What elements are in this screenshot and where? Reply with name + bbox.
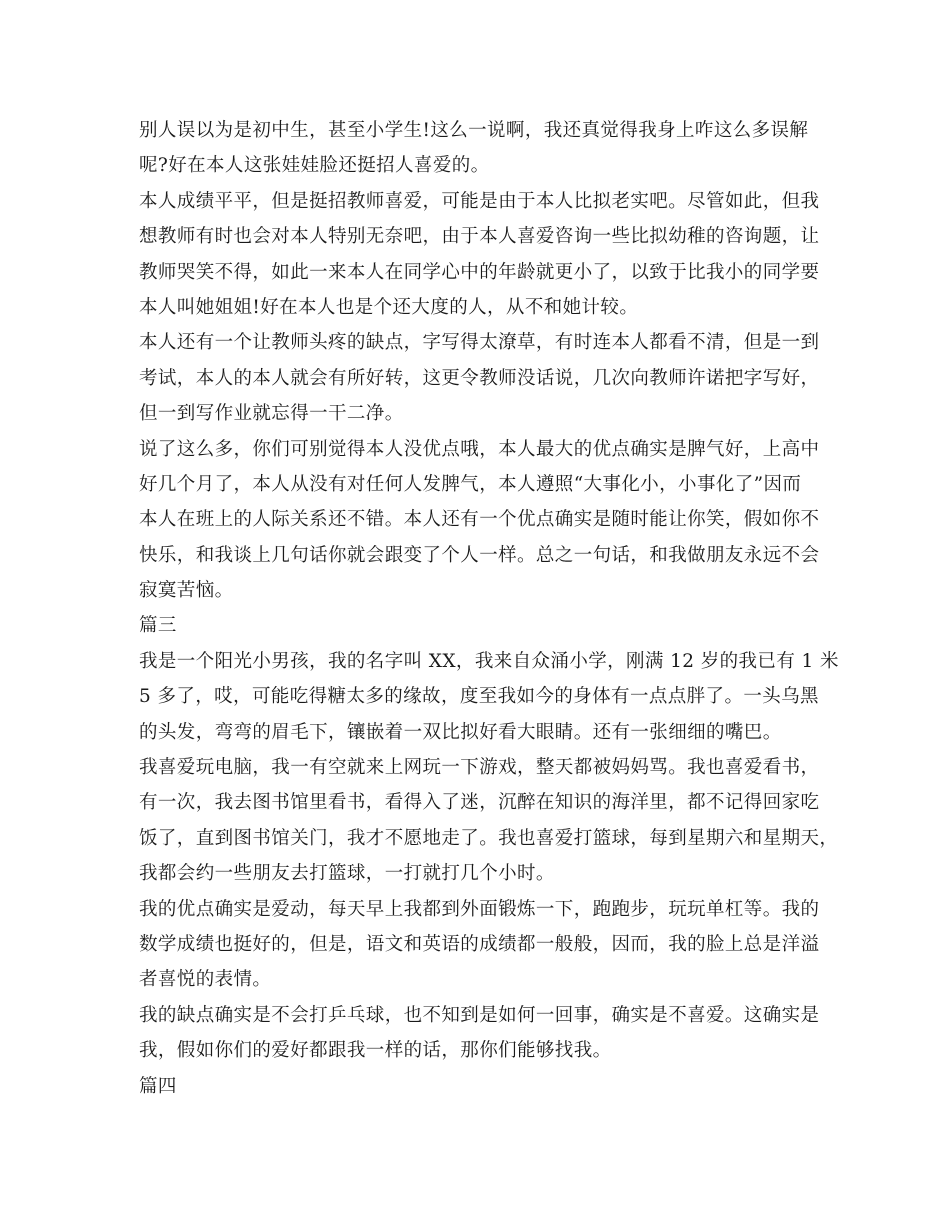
text-line: 饭了，直到图书馆关门，我才不愿地走了。我也喜爱打篮球，每到星期六和星期天， bbox=[139, 827, 839, 849]
section-heading: 篇三 bbox=[139, 615, 177, 637]
text-line: 者喜悦的表情。 bbox=[139, 969, 272, 991]
text-line: 我都会约一些朋友去打篮球，一打就打几个小时。 bbox=[139, 863, 555, 885]
text-line: 我的缺点确实是不会打乒乓球，也不知到是如何一回事，确实是不喜爱。这确实是 bbox=[139, 1004, 820, 1026]
text-line: 说了这么多，你们可别觉得本人没优点哦，本人最大的优点确实是脾气好，上高中 bbox=[139, 438, 820, 460]
text-line: 我的优点确实是爱动，每天早上我都到外面锻炼一下，跑跑步，玩玩单杠等。我的 bbox=[139, 898, 820, 920]
text-line: 我，假如你们的爱好都跟我一样的话，那你们能够找我。 bbox=[139, 1040, 612, 1062]
text-line: 但一到写作业就忘得一干二净。 bbox=[139, 403, 404, 425]
text-line: 5 多了，哎，可能吃得糖太多的缘故，度至我如今的身体有一点点胖了。一头乌黑 bbox=[139, 686, 819, 708]
section-heading: 篇四 bbox=[139, 1075, 177, 1097]
text-line: 别人误以为是初中生，甚至小学生!这么一说啊，我还真觉得我身上咋这么多误解 bbox=[139, 120, 809, 141]
text-line: 想教师有时也会对本人特别无奈吧，由于本人喜爱咨询一些比拟幼稚的咨询题，让 bbox=[139, 226, 820, 248]
text-line: 寂寞苦恼。 bbox=[139, 580, 234, 602]
text-line: 好几个月了，本人从没有对任何人发脾气，本人遵照“大事化小，小事化了”因而 bbox=[139, 473, 802, 495]
text-line: 我喜爱玩电脑，我一有空就来上网玩一下游戏，整天都被妈妈骂。我也喜爱看书， bbox=[139, 757, 820, 779]
text-line: 本人在班上的人际关系还不错。本人还有一个优点确实是随时能让你笑，假如你不 bbox=[139, 509, 820, 531]
text-line: 教师哭笑不得，如此一来本人在同学心中的年龄就更小了，以致于比我小的同学要 bbox=[139, 261, 820, 283]
text-line: 本人还有一个让教师头疼的缺点，字写得太潦草，有时连本人都看不清，但是一到 bbox=[139, 332, 820, 354]
text-line: 的头发，弯弯的眉毛下，镶嵌着一双比拟好看大眼睛。还有一张细细的嘴巴。 bbox=[139, 721, 782, 743]
text-line: 呢?好在本人这张娃娃脸还挺招人喜爱的。 bbox=[139, 155, 490, 177]
text-line: 我是一个阳光小男孩，我的名字叫 XX，我来自众涌小学，刚满 12 岁的我已有 1 米 bbox=[139, 650, 839, 672]
text-line: 快乐，和我谈上几句话你就会跟变了个人一样。总之一句话，和我做朋友永远不会 bbox=[139, 544, 820, 566]
text-line: 有一次，我去图书馆里看书，看得入了迷，沉醉在知识的海洋里，都不记得回家吃 bbox=[139, 792, 820, 814]
document-body bbox=[139, 113, 839, 1104]
text-line: 本人叫她姐姐!好在本人也是个还大度的人，从不和她计较。 bbox=[139, 296, 639, 318]
text-line: 本人成绩平平，但是挺招教师喜爱，可能是由于本人比拟老实吧。尽管如此，但我 bbox=[139, 190, 820, 212]
text-line: 考试，本人的本人就会有所好转，这更令教师没话说，几次向教师许诺把字写好， bbox=[139, 367, 820, 389]
text-line: 数学成绩也挺好的，但是，语文和英语的成绩都一般般，因而，我的脸上总是洋溢 bbox=[139, 933, 820, 955]
